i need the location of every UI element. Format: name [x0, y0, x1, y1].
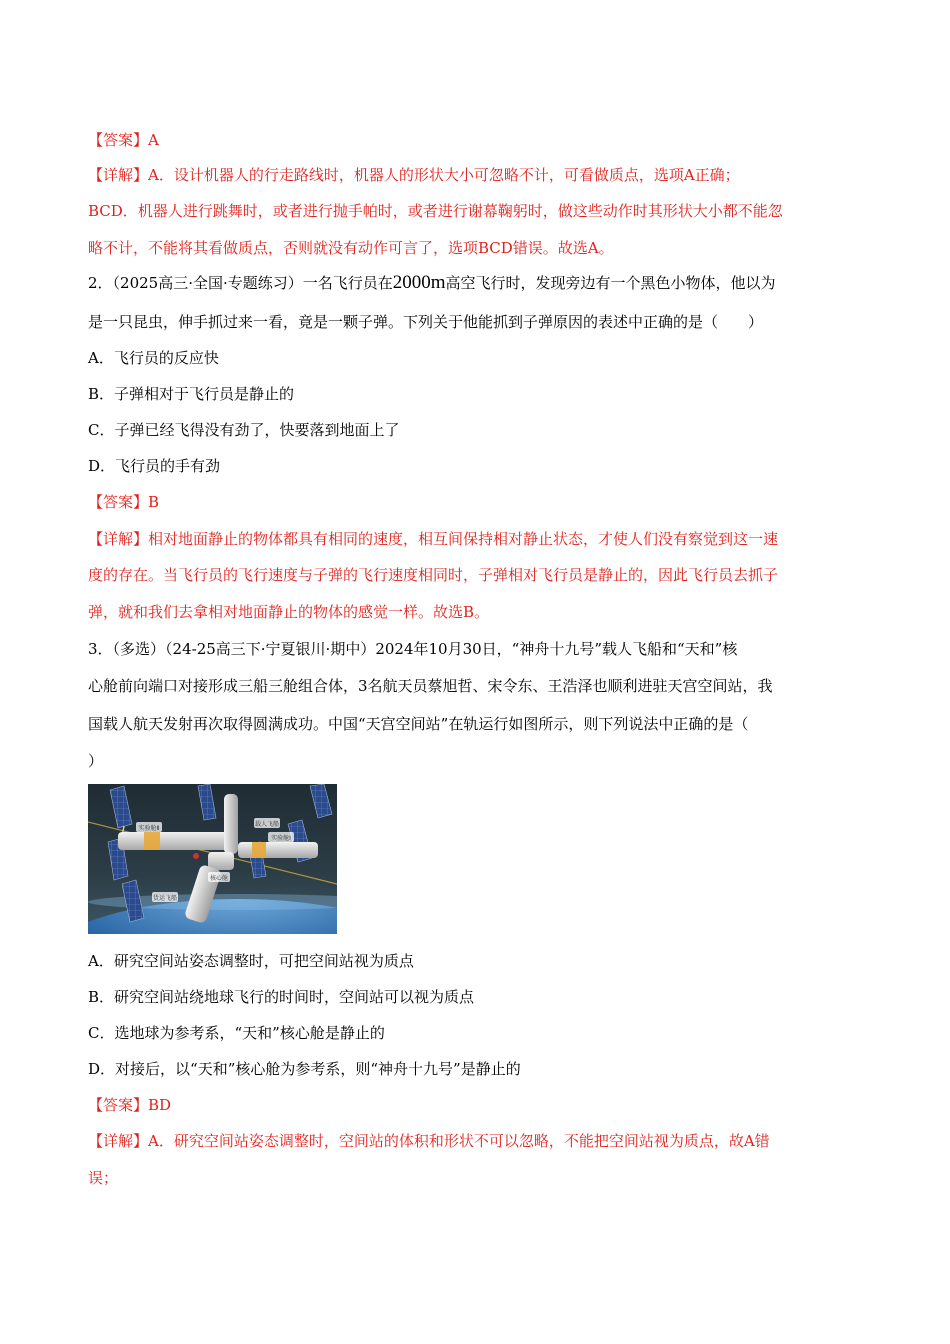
q1-answer — [88, 129, 868, 151]
q2-stem-line-1: 2．（2025高三·全国·专题练习）一名飞行员在2000m高空飞行时，发现旁边有一个黑色小物体，他以为 — [88, 272, 776, 293]
q1-detail-line-3: 略不计，不能将其看做质点，否则就没有动作可言了，选项BCD错误。故选A。 — [88, 239, 614, 257]
space-station-image — [88, 784, 337, 934]
q3-option-c: C．选地球为参考系，“天和”核心舱是静止的 — [88, 1024, 385, 1042]
answer-tag: 【答案】 — [88, 131, 149, 149]
q2-stem-line-2: 是一只昆虫，伸手抓过来一看，竟是一颗子弹。下列关于他能抓到子弹原因的表述中正确的是（ ） — [88, 313, 764, 331]
label-lab-right: 实验舱Ⅰ — [271, 835, 291, 842]
detail-tag: 【详解】 — [88, 1132, 149, 1150]
q3-stem-line-3: 国载人航天发射再次取得圆满成功。中国“天宫空间站”在轨运行如图所示，则下列说法中正确的是（ — [88, 715, 749, 733]
q1-detail-line-1: 【详解】A．设计机器人的行走路线时，机器人的形状大小可忽略不计，可看做质点，选项A正确； — [88, 166, 740, 184]
q3-answer — [88, 1094, 868, 1116]
q2-detail-line-3: 弹，就和我们去拿相对地面静止的物体的感觉一样。故选B。 — [88, 603, 490, 621]
q3-stem-line-4: ） — [88, 752, 104, 770]
q2-detail-line-2: 度的存在。当飞行员的飞行速度与子弹的飞行速度相同时，子弹相对飞行员是静止的，因此飞行员去抓子 — [88, 566, 779, 584]
altitude-value: 2000m — [392, 272, 446, 293]
label-cargo: 货运飞船 — [152, 895, 178, 902]
answer-tag: 【答案】 — [88, 1096, 149, 1114]
q3-option-d: D．对接后，以“天和”核心舱为参考系，则“神舟十九号”是静止的 — [88, 1060, 521, 1078]
q3-stem-line-2: 心舱前向端口对接形成三船三舱组合体，3名航天员蔡旭哲、宋令东、王浩泽也顺利进驻天宫空间站，我 — [88, 677, 773, 695]
q2-option-d: D．飞行员的手有劲 — [88, 457, 221, 475]
answer-tag: 【答案】 — [88, 493, 149, 511]
q3-option-b: B．研究空间站绕地球飞行的时间时，空间站可以视为质点 — [88, 988, 475, 1006]
q3-detail-line-1: 【详解】A．研究空间站姿态调整时，空间站的体积和形状不可以忽略，不能把空间站视为质点，故A错 — [88, 1132, 770, 1150]
space-station-illustration — [88, 784, 337, 934]
q3-option-a: A．研究空间站姿态调整时，可把空间站视为质点 — [88, 952, 414, 970]
q2-detail-line-1: 【详解】相对地面静止的物体都具有相同的速度，相互间保持相对静止状态，才使人们没有察觉到这一速 — [88, 530, 779, 548]
q2-option-b: B．子弹相对于飞行员是静止的 — [88, 385, 295, 403]
q2-option-c: C．子弹已经飞得没有劲了，快要落到地面上了 — [88, 421, 400, 439]
q2-answer — [88, 491, 868, 513]
q3-detail-line-2: 误； — [88, 1169, 119, 1187]
label-crew-ship: 载人飞船 — [254, 821, 280, 828]
label-lab-left: 实验舱Ⅱ — [138, 825, 160, 832]
q2-option-a: A．飞行员的反应快 — [88, 349, 219, 367]
answer-value: A — [148, 131, 159, 149]
detail-tag: 【详解】 — [88, 530, 149, 548]
answer-value: BD — [148, 1096, 172, 1114]
q3-stem-line-1: 3．（多选）（24-25高三下·宁夏银川·期中）2024年10月30日，“神舟十九号”载人飞船和“天和”核 — [88, 640, 738, 658]
label-core: 核心舱 — [209, 875, 229, 882]
answer-value: B — [148, 493, 160, 511]
q1-detail-line-2: BCD．机器人进行跳舞时，或者进行抛手帕时，或者进行谢幕鞠躬时，做这些动作时其形状大小都不能忽 — [88, 202, 783, 220]
detail-tag: 【详解】 — [88, 166, 149, 184]
